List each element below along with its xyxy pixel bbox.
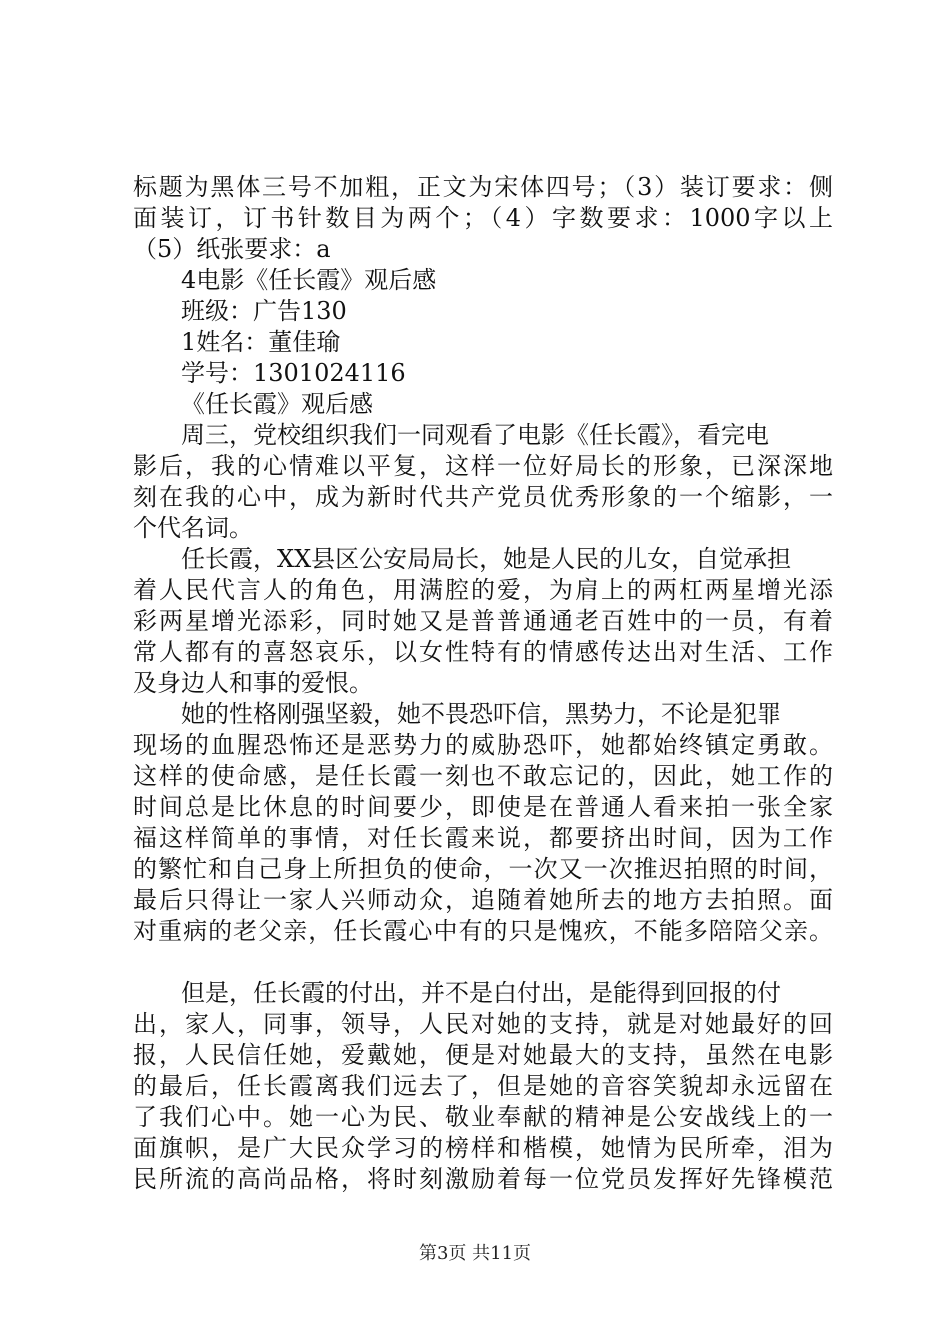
- paragraph-line: 这样的使命感，是任长霞一刻也不敢忘记的，因此，她工作的: [133, 762, 833, 790]
- student-id-line: 学号：1301024116: [181, 359, 406, 387]
- essay-heading: 《任长霞》观后感: [181, 390, 373, 418]
- paragraph-line: 福这样简单的事情，对任长霞来说，都要挤出时间，因为工作: [133, 824, 833, 852]
- paragraph-line: 影后，我的心情难以平复，这样一位好局长的形象，已深深地: [133, 452, 833, 480]
- paragraph-line: 个代名词。: [133, 514, 253, 542]
- paragraph-line: 着人民代言人的角色，用满腔的爱，为肩上的两杠两星增光添: [133, 576, 833, 604]
- paragraph-line: 及身边人和事的爱恨。: [133, 669, 373, 697]
- class-line: 班级：广告130: [181, 297, 347, 325]
- paragraph-line: 的最后，任长霞离我们远去了，但是她的音容笑貌却永远留在: [133, 1072, 833, 1100]
- paragraph-line: 了我们心中。她一心为民、敬业奉献的精神是公安战线上的一: [133, 1103, 833, 1131]
- paragraph-line: 最后只得让一家人兴师动众，追随着她所去的地方去拍照。面: [133, 886, 833, 914]
- paragraph-line: 现场的血腥恐怖还是恶势力的威胁恐吓，她都始终镇定勇敢。: [133, 731, 833, 759]
- page-number-footer: 第3页 共11页: [418, 1243, 532, 1264]
- paragraph-line: 任长霞，XX县区公安局局长，她是人民的儿女，自觉承担: [181, 545, 792, 573]
- text-line: 面装订，订书针数目为两个；（4）字数要求：1000字以上: [133, 204, 833, 232]
- paragraph-line: 时间总是比休息的时间要少，即使是在普通人看来拍一张全家: [133, 793, 833, 821]
- paragraph-line: 但是，任长霞的付出，并不是白付出，是能得到回报的付: [181, 979, 781, 1007]
- paragraph-line: 周三，党校组织我们一同观看了电影《任长霞》，看完电: [181, 421, 769, 449]
- paragraph-line: 常人都有的喜怒哀乐，以女性特有的情感传达出对生活、工作: [133, 638, 833, 666]
- text-line: （5）纸张要求：a: [133, 235, 331, 263]
- text-line: 标题为黑体三号不加粗，正文为宋体四号；（3）装订要求：侧: [133, 173, 833, 201]
- essay-title-line: 4电影《任长霞》观后感: [181, 266, 437, 294]
- paragraph-line: 她的性格刚强坚毅，她不畏恐吓信，黑势力，不论是犯罪: [181, 700, 781, 728]
- paragraph-line: 刻在我的心中，成为新时代共产党员优秀形象的一个缩影，一: [133, 483, 833, 511]
- paragraph-line: 对重病的老父亲，任长霞心中有的只是愧疚，不能多陪陪父亲。: [133, 917, 833, 945]
- paragraph-line: 的繁忙和自己身上所担负的使命，一次又一次推迟拍照的时间，: [133, 855, 833, 883]
- document-body: [133, 172, 833, 1195]
- paragraph-line: 出，家人，同事，领导，人民对她的支持，就是对她最好的回: [133, 1010, 833, 1038]
- paragraph-line: 彩两星增光添彩，同时她又是普普通通老百姓中的一员，有着: [133, 607, 833, 635]
- name-line: 1姓名：董佳瑜: [181, 328, 341, 356]
- paragraph-line: 面旗帜，是广大民众学习的榜样和楷模，她情为民所牵，泪为: [133, 1134, 833, 1162]
- paragraph-line: 报，人民信任她，爱戴她，便是对她最大的支持，虽然在电影: [133, 1041, 833, 1069]
- paragraph-line: 民所流的高尚品格，将时刻激励着每一位党员发挥好先锋模范: [133, 1165, 833, 1193]
- paragraph-gap: [133, 947, 833, 978]
